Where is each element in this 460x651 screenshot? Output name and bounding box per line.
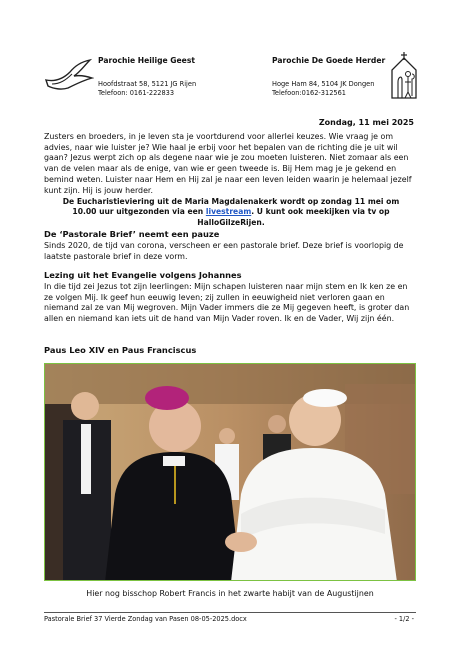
- church-shepherd-icon: [388, 52, 420, 100]
- footer-divider: [44, 612, 416, 613]
- photo-illustration: [45, 364, 416, 581]
- parish-right-phone: Telefoon:0162-312561: [272, 89, 346, 97]
- footer-filename: Pastorale Brief 37 Vierde Zondag van Pasen 08-05-2025.docx: [44, 615, 247, 623]
- popes-photo: [44, 363, 416, 581]
- livestream-text-after: . U kunt ook meekijken via tv op HalloGilzeRijen.: [197, 207, 390, 227]
- footer-page-number: - 1/2 -: [394, 615, 414, 623]
- parish-left-address: Hoofdstraat 58, 5121 JG Rijen: [98, 80, 197, 88]
- parish-left-name: Parochie Heilige Geest: [98, 56, 195, 65]
- livestream-link[interactable]: livestream: [205, 207, 252, 217]
- photo-caption: Hier nog bisschop Robert Francis in het zwarte habijt van de Augustijnen: [86, 589, 374, 598]
- section-heading-gospel: Lezing uit het Evangelie volgens Johannes: [44, 270, 242, 280]
- parish-right-name: Parochie De Goede Herder: [272, 56, 386, 65]
- parish-right-address: Hoge Ham 84, 5104 JK Dongen: [272, 80, 375, 88]
- livestream-announcement: [50, 197, 412, 228]
- intro-paragraph: Zusters en broeders, in je leven sta je voortdurend voor allerlei keuzes. Wie vraag je om advies, naar wie luister je? Wie haal je erbij voor het bepalen van de richting die je uit wil gaan? Jezus werpt zich op als degene naar wie je zou moeten luisteren. Niet zomaar als een van de velen maar als de enige, van wie er geen tweede is. Bij Hem mag je je gekend en bemind weten. Luister naar Hem en Hij zal je naar een leven leiden waarin je helemaal jezelf kunt zijn. Hij is jouw herder.: [44, 132, 412, 195]
- letterhead: [0, 0, 460, 110]
- dove-icon: [44, 58, 94, 92]
- section-text-pause: Sinds 2020, de tijd van corona, verscheen er een pastorale brief. Deze brief is voorlopig de laatste pastorale brief in deze vorm.: [44, 241, 404, 261]
- parish-right-address-block: [272, 80, 374, 98]
- section-text-gospel: In die tijd zei Jezus tot zijn leerlingen: Mijn schapen luisteren naar mijn stem en Ik ken ze en ze volgen Mij. Ik geef hun eeuwig leven; zij zullen in eeuwigheid niet verloren gaan en niemand zal ze van Mij wegroven. Mijn Vader immers die ze Mij gegeven heeft, is groter dan allen en niemand kan iets uit de hand van Mijn Vader roven. Ik en de Vader, Wij zijn één.: [44, 282, 410, 323]
- section-heading-pause: De ‘Pastorale Brief’ neemt een pauze: [44, 229, 220, 239]
- section-heading-popes: Paus Leo XIV en Paus Franciscus: [44, 345, 197, 355]
- letter-date: Zondag, 11 mei 2025: [318, 118, 414, 127]
- parish-left-phone: Telefoon: 0161-222833: [98, 89, 175, 97]
- livestream-text-before: De Eucharistieviering uit de Maria Magdalenakerk wordt op zondag 11 mei om 10.00 uur uitgezonden via een: [62, 197, 400, 217]
- parish-left-address-block: [98, 80, 196, 98]
